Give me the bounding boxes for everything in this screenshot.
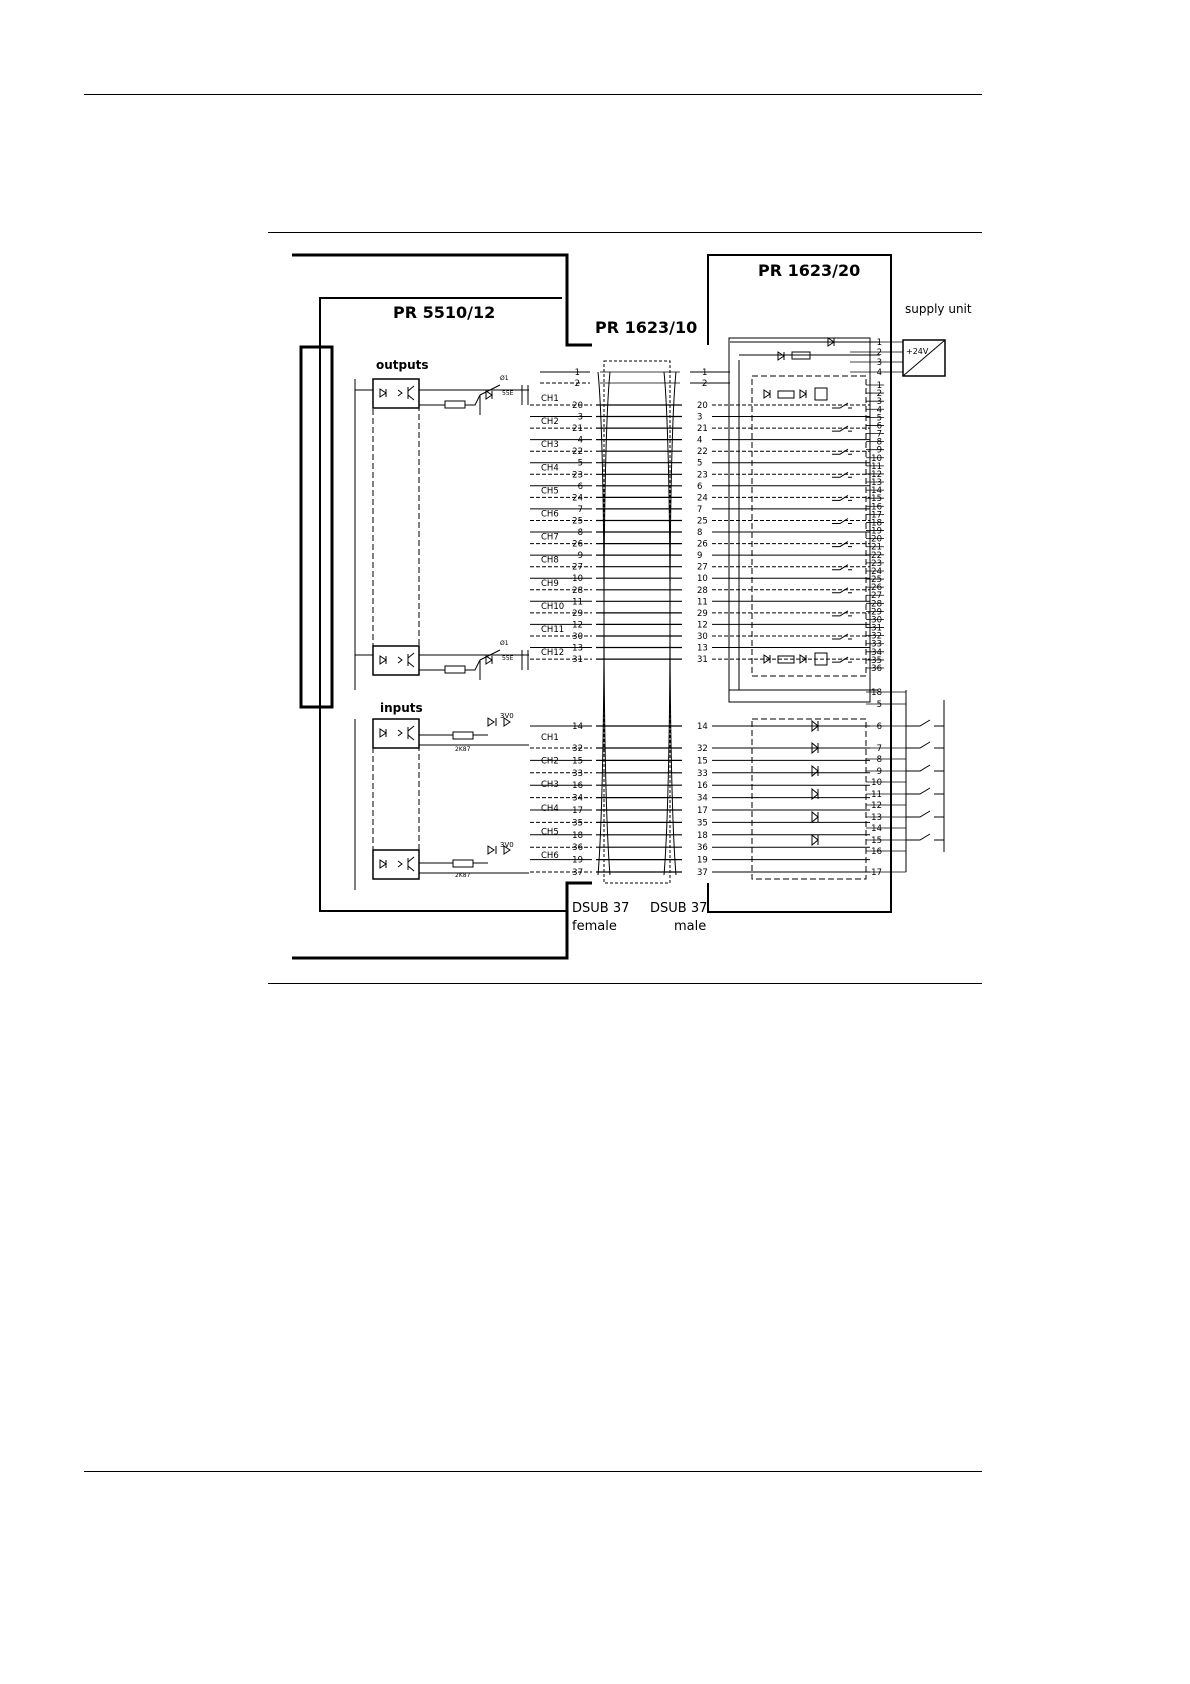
output-pin-right: 11 — [697, 597, 708, 608]
output-pin-right: 20 — [697, 401, 708, 411]
relay-terminal-label: 12 — [871, 469, 882, 480]
output-pin-left: 20 — [572, 401, 583, 411]
input-terminal-label: 15 — [871, 836, 882, 846]
relay-terminal-label: 19 — [871, 526, 882, 537]
input-dashed-box — [752, 719, 866, 879]
relay-terminal-label: 4 — [876, 405, 882, 416]
input-pin-right: 18 — [697, 830, 708, 841]
relay-terminal-label: 35 — [871, 655, 882, 666]
cable-strand-right2 — [670, 372, 676, 875]
input-pin-left: 15 — [572, 756, 583, 767]
input-diode — [812, 766, 818, 776]
output-pin-right: 29 — [697, 608, 708, 619]
input-pin-left: 32 — [572, 744, 583, 754]
top-pin-left-label: 2 — [574, 379, 580, 389]
output-channel-label: CH7 — [541, 532, 559, 543]
input-pin-right: 35 — [697, 818, 708, 829]
output-pin-right: 27 — [697, 562, 708, 573]
input-pin-left: 18 — [572, 830, 583, 841]
input-channel-label: CH5 — [541, 827, 559, 838]
output-resistor-bottom — [445, 666, 465, 673]
cable-title: PR 1623/10 — [595, 318, 698, 337]
output-pin-left: 30 — [572, 632, 583, 642]
input-pin-right: 17 — [697, 806, 708, 816]
supply-terminal-label: 2 — [876, 348, 882, 358]
output-pin-left: 3 — [577, 412, 583, 423]
input-diode — [812, 812, 818, 822]
relay-terminal-label: 24 — [871, 566, 882, 577]
output-channel-label: CH6 — [541, 509, 559, 520]
input-terminal-label: 16 — [871, 847, 882, 857]
input-resistor-top — [453, 732, 473, 739]
relay-led-top — [764, 390, 770, 398]
output-channel-label: CH10 — [541, 601, 565, 612]
relay-terminal-label: 13 — [871, 478, 882, 489]
output-pin-right: 13 — [697, 643, 708, 654]
input-terminal-label: 9 — [876, 767, 882, 777]
input-pin-right: 37 — [697, 868, 708, 878]
diode-d1-top: Ø1 — [500, 375, 509, 382]
varistor-value-bottom: 55E — [502, 655, 514, 662]
optocoupler-symbol — [380, 653, 414, 667]
input-pin-right: 32 — [697, 744, 708, 754]
input-pin-right: 14 — [697, 722, 708, 732]
left-module-title: PR 5510/12 — [393, 303, 496, 322]
output-pin-left: 10 — [572, 574, 583, 585]
output-pin-left: 29 — [572, 608, 583, 619]
input-terminal-label: 10 — [871, 778, 882, 788]
diode-value-bottom: 3V0 — [500, 841, 514, 849]
output-pin-right: 12 — [697, 620, 708, 631]
output-pin-right: 5 — [697, 458, 703, 469]
input-channel-label: CH6 — [541, 851, 559, 861]
relay-terminal-label: 17 — [871, 510, 882, 521]
output-pin-right: 21 — [697, 424, 708, 435]
input-terminal-label: 5 — [876, 700, 882, 710]
input-pin-left: 36 — [572, 843, 583, 854]
input-terminal-label: 7 — [876, 744, 882, 754]
supply-voltage-label: +24V — [906, 347, 929, 356]
relay-dashed-box — [752, 376, 866, 676]
output-pin-left: 22 — [572, 447, 583, 458]
input-pin-right: 34 — [697, 793, 708, 804]
output-channel-label: CH3 — [541, 440, 559, 451]
output-channel-label: CH5 — [541, 486, 559, 497]
output-pin-right: 26 — [697, 539, 708, 550]
output-pin-left: 26 — [572, 539, 583, 550]
output-pin-left: 11 — [572, 597, 583, 608]
input-pin-left: 19 — [572, 855, 583, 866]
output-channel-label: CH4 — [541, 463, 559, 474]
relay-terminal-label: 6 — [876, 421, 882, 432]
input-pin-left: 33 — [572, 768, 583, 779]
output-capacitor-bottom — [522, 650, 528, 670]
output-channel-label: CH8 — [541, 555, 559, 566]
optocoupler-symbol — [380, 857, 414, 871]
inputs-label: inputs — [380, 701, 423, 715]
relay-terminal-label: 10 — [871, 453, 882, 464]
input-terminal-label: 6 — [876, 722, 882, 732]
relay-terminal-label: 18 — [871, 518, 882, 529]
input-pin-right: 16 — [697, 781, 708, 792]
input-terminal-label: 17 — [871, 868, 882, 878]
output-channel-label: CH11 — [541, 625, 565, 635]
relay-resistor-top — [778, 391, 794, 398]
varistor-value-top: 55E — [502, 390, 514, 397]
output-diode-bottom — [486, 656, 492, 664]
relay-coil-top — [815, 388, 827, 400]
output-channel-label: CH12 — [541, 648, 565, 659]
input-resistor-bottom — [453, 860, 473, 867]
relay-terminal-label: 29 — [871, 607, 882, 618]
output-pin-right: 28 — [697, 585, 708, 596]
input-pin-right: 15 — [697, 756, 708, 767]
supply-unit-diagonal — [903, 340, 945, 376]
relay-terminal-label: 21 — [871, 542, 882, 553]
output-opto-group — [373, 379, 419, 675]
top-pin-right-label: 2 — [702, 379, 708, 389]
output-channel-label: CH9 — [541, 578, 559, 589]
relay-terminal-label: 31 — [871, 623, 882, 634]
output-resistor-top — [445, 401, 465, 408]
output-pin-right: 10 — [697, 574, 708, 585]
supply-terminal-label: 3 — [876, 358, 882, 368]
output-pin-left: 21 — [572, 424, 583, 435]
input-terminal-label: 13 — [871, 813, 882, 823]
output-pin-left: 31 — [572, 655, 583, 666]
input-pin-left: 34 — [572, 793, 583, 804]
relay-terminal-label: 28 — [871, 599, 882, 610]
output-pin-left: 25 — [572, 516, 583, 527]
input-terminal-label: 12 — [871, 801, 882, 811]
output-pin-left: 8 — [577, 528, 583, 538]
relay-terminal-label: 27 — [871, 591, 882, 602]
cable-strand-right — [664, 372, 670, 875]
optocoupler-symbol — [380, 386, 414, 400]
relay-terminal-label: 23 — [871, 558, 882, 569]
output-channel-label: CH2 — [541, 417, 559, 428]
output-pin-right: 6 — [697, 481, 703, 492]
relay-terminal-label: 16 — [871, 502, 882, 513]
relay-terminal-label: 36 — [871, 664, 882, 674]
cable-strand-left2 — [604, 372, 610, 875]
right-connector-name: DSUB 37 — [650, 901, 708, 916]
input-opto-group — [373, 719, 419, 879]
output-pin-right: 30 — [697, 632, 708, 642]
relay-terminal-label: 9 — [876, 445, 882, 456]
supply-terminal-label: 1 — [876, 338, 882, 348]
relay-terminal-label: 34 — [871, 647, 882, 658]
relay-terminal-label: 7 — [876, 429, 882, 440]
top-pin-left-label: 1 — [574, 368, 580, 378]
right-connector-gender: male — [674, 919, 707, 934]
right-module-box — [708, 255, 891, 912]
input-pin-left: 35 — [572, 818, 583, 829]
input-channel-label: CH1 — [541, 733, 559, 743]
relay-terminal-label: 3 — [876, 397, 882, 408]
output-pin-left: 27 — [572, 562, 583, 573]
relay-terminal-label: 5 — [876, 413, 882, 424]
relay-terminal-label: 20 — [871, 534, 882, 545]
input-pin-left: 16 — [572, 781, 583, 792]
output-pin-right: 3 — [697, 412, 703, 423]
output-pin-right: 4 — [697, 435, 703, 446]
output-pin-left: 12 — [572, 620, 583, 631]
input-pin-right: 33 — [697, 768, 708, 779]
supply-led — [778, 352, 784, 360]
output-capacitor-top — [522, 385, 528, 405]
diode-d1-bottom: Ø1 — [500, 640, 509, 647]
input-pin-left: 14 — [572, 722, 583, 732]
output-pin-left: 24 — [572, 493, 583, 504]
top-pin-right-label: 1 — [702, 368, 708, 378]
output-pin-right: 7 — [697, 504, 703, 515]
left-connector-name: DSUB 37 — [572, 901, 630, 916]
relay-terminal-label: 11 — [871, 461, 882, 472]
relay-terminal-label: 14 — [871, 486, 882, 497]
relay-diode-top — [800, 390, 806, 398]
output-pin-left: 9 — [577, 551, 583, 562]
input-channel-label: CH3 — [541, 780, 559, 791]
input-switch — [906, 720, 944, 726]
output-pin-right: 9 — [697, 551, 703, 562]
relay-terminal-label: 1 — [876, 381, 882, 391]
output-pin-right: 8 — [697, 528, 703, 538]
resistor-value-top: 2K87 — [455, 746, 471, 753]
supply-terminal-label: 4 — [876, 368, 882, 378]
input-channel-label: CH4 — [541, 803, 559, 814]
output-channel-label: CH1 — [541, 394, 559, 404]
input-pin-left: 17 — [572, 806, 583, 816]
output-diode-top — [486, 391, 492, 399]
input-switch — [906, 811, 944, 817]
input-terminal-label: 14 — [871, 824, 882, 834]
relay-terminal-label: 30 — [871, 615, 882, 626]
optocoupler-symbol — [380, 726, 414, 740]
output-pin-left: 23 — [572, 470, 583, 481]
input-pin-right: 19 — [697, 855, 708, 866]
relay-terminal-label: 22 — [871, 550, 882, 561]
relay-terminal-label: 2 — [876, 389, 882, 400]
output-pin-left: 28 — [572, 585, 583, 596]
input-terminal-label: 11 — [871, 790, 882, 800]
output-pin-right: 22 — [697, 447, 708, 458]
input-switch — [906, 788, 944, 794]
input-pin-left: 37 — [572, 868, 583, 878]
relay-terminal-label: 33 — [871, 639, 882, 650]
output-pin-left: 6 — [577, 481, 583, 492]
output-pin-right: 31 — [697, 655, 708, 666]
input-terminal-label: 8 — [876, 755, 882, 765]
housing-top-line — [292, 255, 592, 345]
supply-unit-label: supply unit — [905, 302, 972, 316]
input-pin-right: 36 — [697, 843, 708, 854]
output-pin-left: 5 — [577, 458, 583, 469]
resistor-value-bottom: 2K87 — [455, 872, 471, 879]
output-pin-left: 13 — [572, 643, 583, 654]
relay-terminal-label: 25 — [871, 575, 882, 586]
input-switch — [906, 765, 944, 771]
input-channel-label: CH2 — [541, 756, 559, 767]
connector-bar — [301, 347, 332, 707]
output-pin-left: 7 — [577, 504, 583, 515]
input-switch — [906, 742, 944, 748]
output-pin-right: 24 — [697, 493, 708, 504]
relay-terminal-label: 15 — [871, 494, 882, 505]
right-module-title: PR 1623/20 — [758, 261, 861, 280]
output-pin-right: 25 — [697, 516, 708, 527]
input-diode — [812, 835, 818, 845]
input-switch — [906, 834, 944, 840]
cable-strand-left — [598, 372, 604, 875]
diode-value-top: 3V0 — [500, 712, 514, 720]
left-connector-gender: female — [572, 919, 617, 934]
relay-terminal-label: 8 — [876, 437, 882, 448]
housing-bottom-line — [292, 883, 592, 958]
relay-terminal-label: 32 — [871, 631, 882, 642]
output-pin-left: 4 — [577, 435, 583, 446]
output-pin-right: 23 — [697, 470, 708, 481]
input-terminal-label: 18 — [871, 688, 882, 698]
outputs-label: outputs — [376, 358, 429, 372]
relay-terminal-label: 26 — [871, 583, 882, 594]
